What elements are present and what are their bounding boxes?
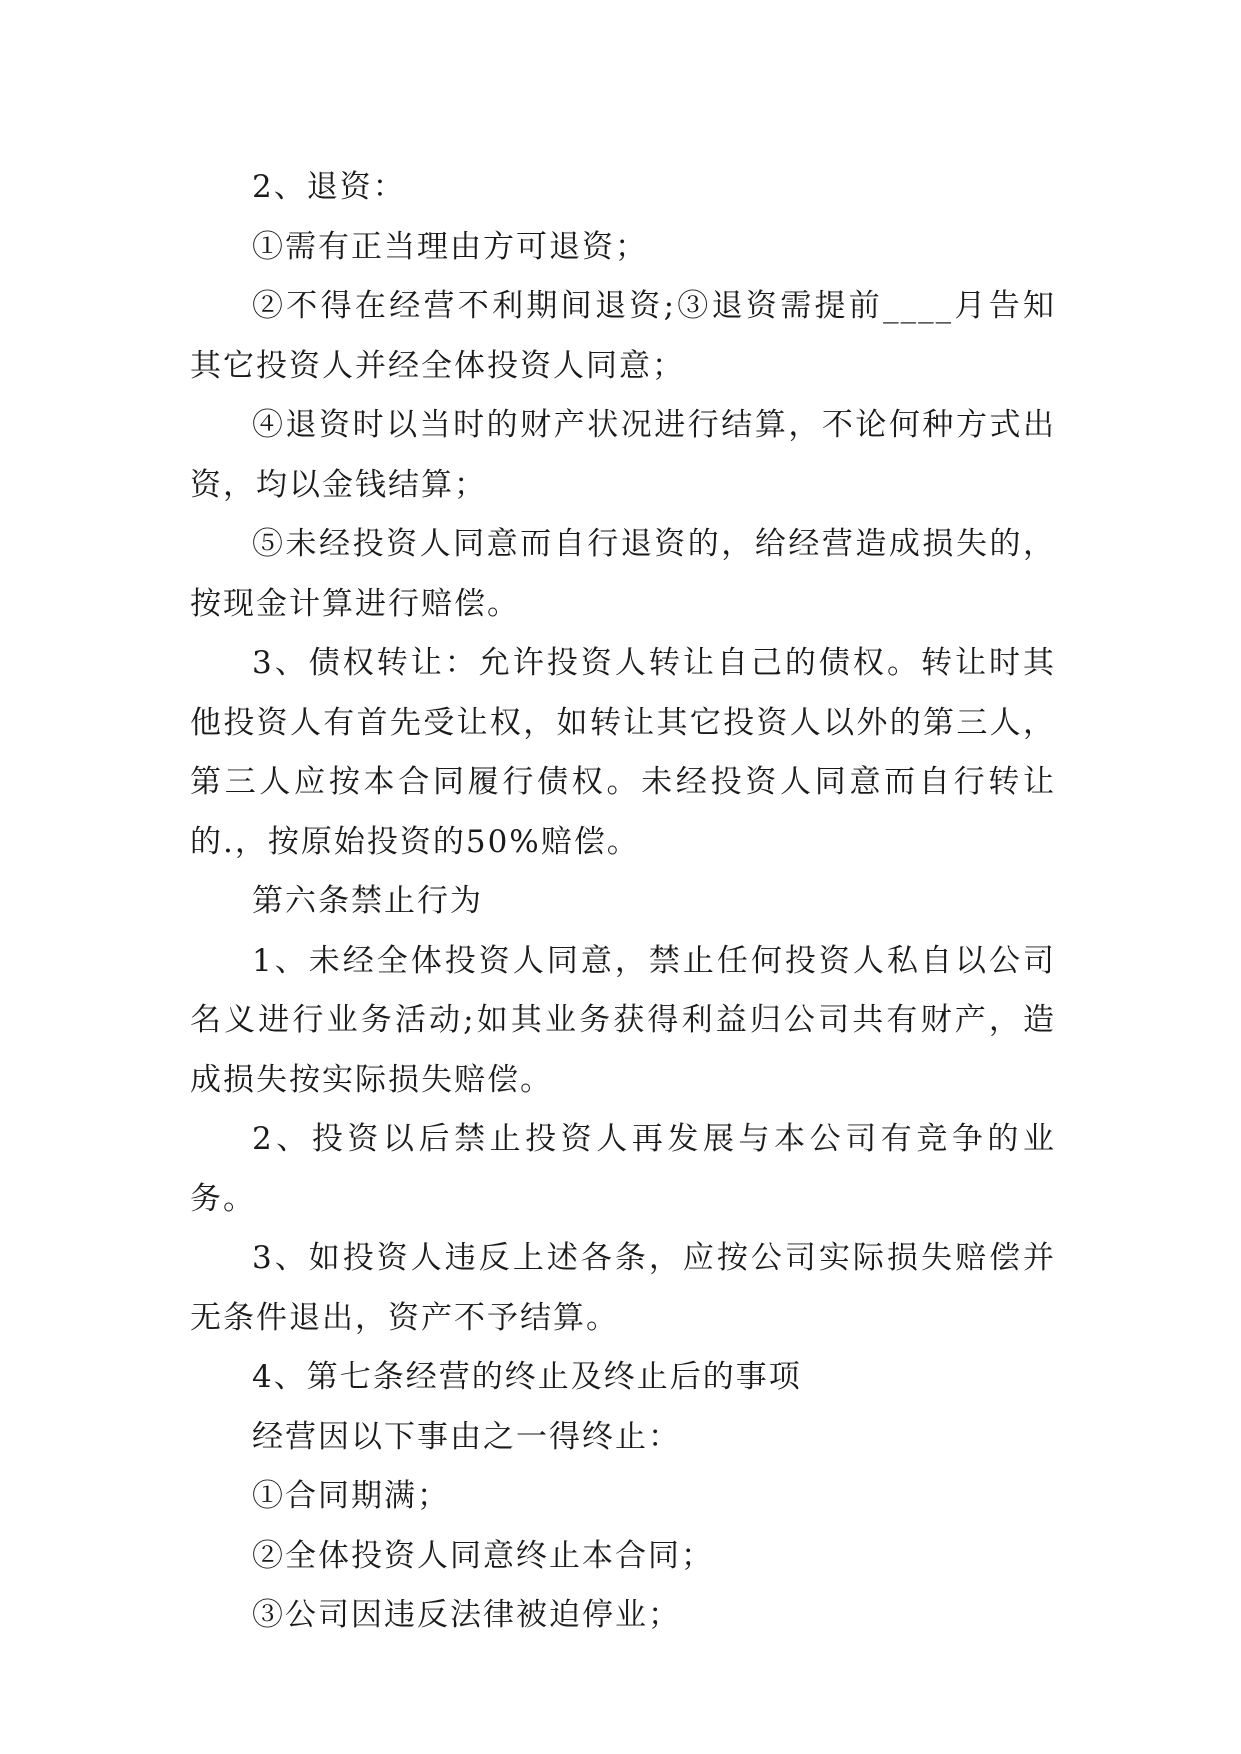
paragraph-prohibition-2: 2、投资以后禁止投资人再发展与本公司有竞争的业务。 (190, 1121, 1056, 1217)
paragraph-withdrawal-item-5: ⑤未经投资人同意而自行退资的，给经营造成损失的，按现金计算进行赔偿。 (190, 526, 1056, 622)
paragraph-termination-item-3: ③公司因违反法律被迫停业； (252, 1597, 681, 1633)
paragraph-withdrawal-heading: 2、退资： (252, 169, 406, 205)
paragraph-withdrawal-item-2-3: ②不得在经营不利期间退资;③退资需提前____月告知其它投资人并经全体投资人同意； (190, 288, 1056, 384)
paragraph-withdrawal-item-4: ④退资时以当时的财产状况进行结算，不论何种方式出资，均以金钱结算； (190, 407, 1056, 503)
paragraph-article-six-heading: 第六条禁止行为 (252, 883, 483, 919)
paragraph-termination-item-1: ①合同期满； (252, 1478, 450, 1514)
paragraph-prohibition-1: 1、未经全体投资人同意，禁止任何投资人私自以公司名义进行业务活动;如其业务获得利益归公司共有财产，造成损失按实际损失赔偿。 (190, 942, 1056, 1098)
paragraph-termination-item-2: ②全体投资人同意终止本合同； (252, 1537, 714, 1574)
paragraph-withdrawal-item-1: ①需有正当理由方可退资； (252, 228, 648, 265)
document-body (190, 158, 1056, 1646)
paragraph-debt-transfer: 3、债权转让：允许投资人转让自己的债权。转让时其他投资人有首先受让权，如转让其它投资人以外的第三人，第三人应按本合同履行债权。未经投资人同意而自行转让的.，按原始投资的50%赔偿。 (190, 645, 1056, 860)
paragraph-termination-intro: 经营因以下事由之一得终止： (252, 1418, 681, 1455)
paragraph-prohibition-3: 3、如投资人违反上述各条，应按公司实际损失赔偿并无条件退出，资产不予结算。 (190, 1240, 1056, 1336)
paragraph-article-seven-heading: 4、第七条经营的终止及终止后的事项 (252, 1359, 802, 1395)
